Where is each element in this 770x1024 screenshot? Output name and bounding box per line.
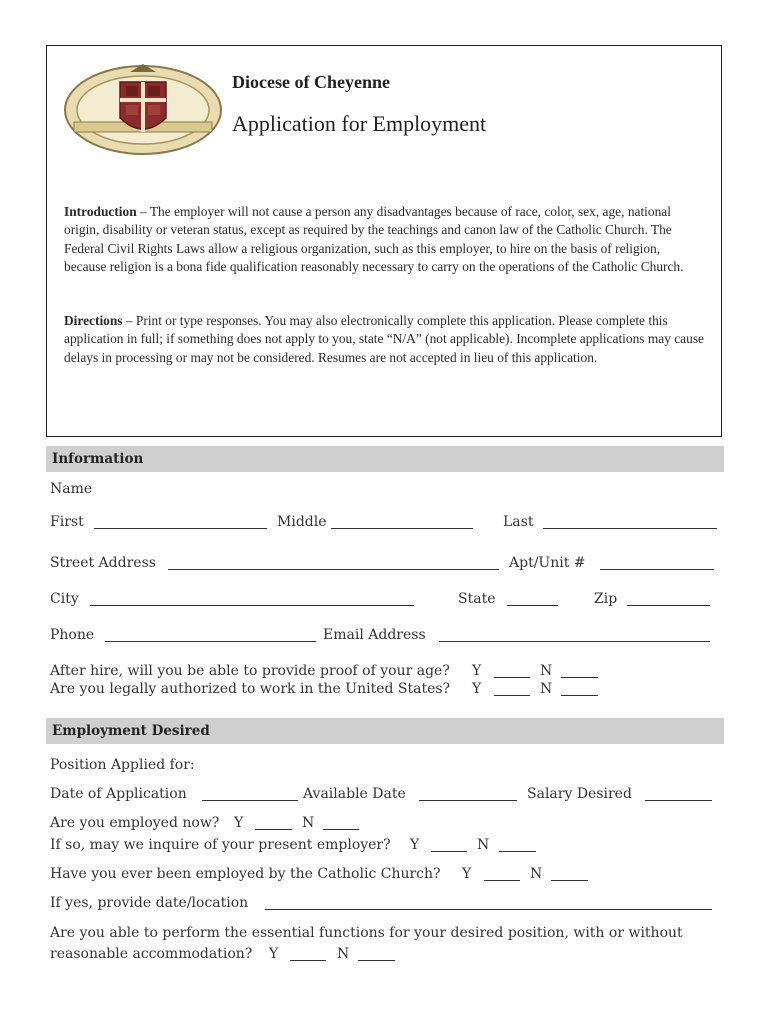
proof-of-age-question: After hire, will you be able to provide proof of your age? — [50, 663, 450, 679]
email-address-field[interactable] — [439, 641, 710, 642]
work-authorization-no-label: N — [540, 681, 553, 697]
last-name-field[interactable] — [543, 528, 717, 529]
proof-of-age-no-field[interactable] — [561, 677, 598, 678]
state-field[interactable] — [507, 605, 558, 606]
catholic-church-yes-label: Y — [462, 866, 472, 882]
inquire-employer-no-field[interactable] — [499, 851, 536, 852]
employed-now-question: Are you employed now? — [50, 815, 220, 831]
salary-desired-field[interactable] — [645, 800, 712, 801]
date-location-field[interactable] — [265, 909, 712, 910]
phone-label: Phone — [50, 627, 95, 643]
first-name-label: First — [50, 514, 84, 530]
state-label: State — [458, 591, 496, 607]
information-section-header: Information — [46, 446, 724, 472]
middle-name-label: Middle — [277, 514, 327, 530]
inquire-employer-yes-label: Y — [410, 837, 420, 853]
directions-paragraph — [64, 312, 704, 367]
diocese-seal-logo — [60, 60, 226, 160]
org-name: Diocese of Cheyenne — [232, 72, 390, 92]
city-field[interactable] — [90, 605, 414, 606]
essential-functions-yes-label: Y — [269, 946, 279, 962]
date-of-application-label: Date of Application — [50, 786, 187, 802]
middle-name-field[interactable] — [331, 528, 473, 529]
apt-unit-label: Apt/Unit # — [509, 555, 586, 571]
introduction-text: – The employer will not cause a person any disadvantages because of race, color, sex, age, national origin, disability or veteran status, except as required by the teachings and canon law of the Catholic Church. The Federal Civil Rights Laws allow a religious organization, such as this employer, to hire on the basis of religion, because religion is a bona fide qualification reasonably necessary to carry on the operations of the Catholic Church. — [64, 204, 684, 274]
catholic-church-no-label: N — [530, 866, 543, 882]
essential-functions-no-label: N — [337, 946, 350, 962]
employed-now-no-label: N — [302, 815, 315, 831]
salary-desired-label: Salary Desired — [527, 786, 632, 802]
essential-functions-question-line2: reasonable accommodation? — [50, 946, 253, 962]
name-label: Name — [50, 481, 93, 497]
first-name-field[interactable] — [94, 528, 267, 529]
catholic-church-employment-question: Have you ever been employed by the Catholic Church? — [50, 866, 441, 882]
catholic-church-yes-field[interactable] — [484, 880, 520, 881]
essential-functions-question-line1: Are you able to perform the essential functions for your desired position, with or without — [50, 925, 683, 941]
essential-functions-yes-field[interactable] — [290, 960, 326, 961]
employed-now-no-field[interactable] — [323, 829, 359, 830]
work-authorization-question: Are you legally authorized to work in the United States? — [50, 681, 451, 697]
street-address-label: Street Address — [50, 555, 156, 571]
inquire-employer-yes-field[interactable] — [431, 851, 467, 852]
proof-of-age-yes-field[interactable] — [494, 677, 530, 678]
street-address-field[interactable] — [168, 569, 499, 570]
zip-field[interactable] — [627, 605, 710, 606]
directions-heading: Directions — [64, 313, 123, 328]
form-title: Application for Employment — [232, 111, 487, 136]
directions-text: – Print or type responses. You may also electronically complete this application. Please complete this application in full; if something does not apply to you, state “N/A” (not applicable). Incomplete applications may cause delays in processing or may not be considered. Resumes are not accepted in lieu of this application. — [64, 313, 704, 365]
last-name-label: Last — [503, 514, 534, 530]
date-of-application-field[interactable] — [202, 800, 298, 801]
city-label: City — [50, 591, 79, 607]
introduction-heading: Introduction — [64, 204, 137, 219]
proof-of-age-yes-label: Y — [472, 663, 482, 679]
available-date-field[interactable] — [419, 800, 517, 801]
work-authorization-no-field[interactable] — [561, 695, 598, 696]
proof-of-age-no-label: N — [540, 663, 553, 679]
introduction-paragraph — [64, 203, 704, 276]
available-date-label: Available Date — [303, 786, 406, 802]
zip-label: Zip — [594, 591, 618, 607]
inquire-employer-question: If so, may we inquire of your present employer? — [50, 837, 391, 853]
inquire-employer-no-label: N — [477, 837, 490, 853]
work-authorization-yes-field[interactable] — [494, 695, 530, 696]
phone-field[interactable] — [105, 641, 316, 642]
catholic-church-no-field[interactable] — [551, 880, 588, 881]
employment-desired-section-header: Employment Desired — [46, 718, 724, 744]
position-applied-label: Position Applied for: — [50, 757, 195, 773]
apt-unit-field[interactable] — [600, 569, 714, 570]
date-location-label: If yes, provide date/location — [50, 895, 249, 911]
employed-now-yes-field[interactable] — [255, 829, 292, 830]
employed-now-yes-label: Y — [234, 815, 244, 831]
work-authorization-yes-label: Y — [472, 681, 482, 697]
essential-functions-no-field[interactable] — [358, 960, 395, 961]
email-address-label: Email Address — [323, 627, 426, 643]
